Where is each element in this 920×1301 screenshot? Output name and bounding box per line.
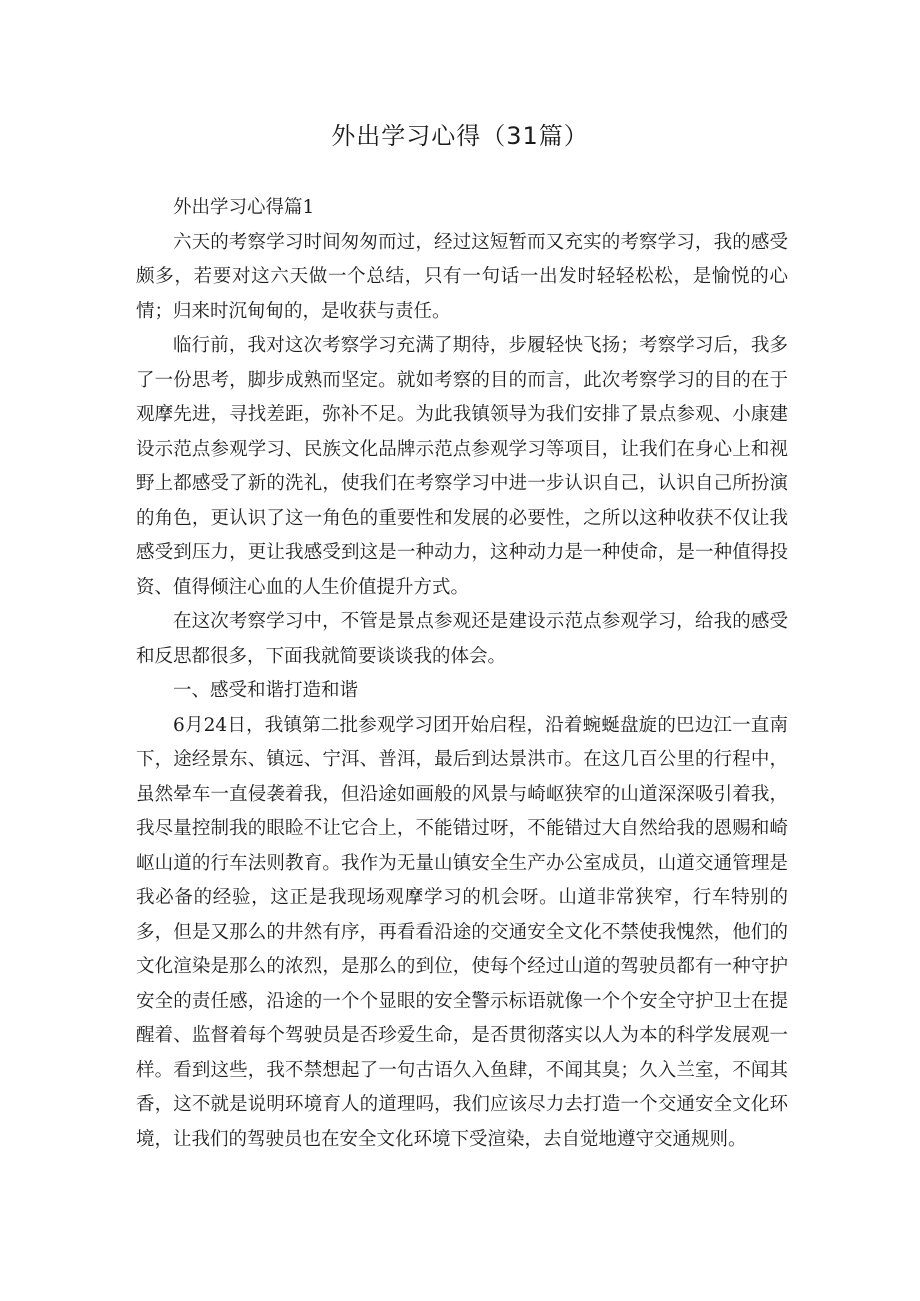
section-heading: 外出学习心得篇1 (173, 197, 315, 218)
paragraph: 6月24日，我镇第二批参观学习团开始启程，沿着蜿蜒盘旋的巴边江一直南下，途经景东、镇远、宁洱、普洱，最后到达景洪市。在这几百公里的行程中，虽然晕车一直侵袭着我，但沿途如画般的风景与崎岖狭窄的山道深深吸引着我，我尽量控制我的眼睑不让它合上，不能错过呀，不能错过大自然给我的恩赐和崎岖山道的行车法则教育。我作为无量山镇安全生产办公室成员，山道交通管理是我必备的经验，这正是我现场观摩学习的机会呀。山道非常狭窄，行车特别的多，但是又那么的井然有序，再看看沿途的交通安全文化不禁使我愧然，他们的文化渲染是那么的浓烈，是那么的到位，使每个经过山道的驾驶员都有一种守护安全的责任感，沿途的一个个显眼的安全警示标语就像一个个安全守护卫士在提醒着、监督着每个驾驶员是否珍爱生命，是否贯彻落实以人为本的科学发展观一样。看到这些，我不禁想起了一句古语久入鱼肆，不闻其臭；久入兰室，不闻其香，这不就是说明环境育人的道理吗，我们应该尽力去打造一个交通安全文化环境，让我们的驾驶员也在安全文化环境下受渲染，去自觉地遵守交通规则。 (136, 714, 788, 1150)
paragraph: 在这次考察学习中，不管是景点参观还是建设示范点参观学习，给我的感受和反思都很多，下面我就简要谈谈我的体会。 (136, 611, 788, 667)
paragraph: 六天的考察学习时间匆匆而过，经过这短暂而又充实的考察学习，我的感受颇多，若要对这六天做一个总结，只有一句话一出发时轻轻松松，是愉悦的心情；归来时沉甸甸的，是收获与责任。 (136, 231, 788, 322)
paragraph: 临行前，我对这次考察学习充满了期待，步履轻快飞扬；考察学习后，我多了一份思考，脚步成熟而坚定。就如考察的目的而言，此次考察学习的目的在于观摩先进，寻找差距，弥补不足。为此我镇领导为我们安排了景点参观、小康建设示范点参观学习、民族文化品牌示范点参观学习等项目，让我们在身心上和视野上都感受了新的洗礼，使我们在考察学习中进一步认识自己，认识自己所扮演的角色，更认识了这一角色的重要性和发展的必要性，之所以这种收获不仅让我感受到压力，更让我感受到这是一种动力，这种动力是一种使命，是一种值得投资、值得倾注心血的人生价值提升方式。 (136, 335, 788, 598)
document-body (136, 191, 788, 1157)
document-title: 外出学习心得（31篇） (331, 122, 589, 150)
subsection-heading: 一、感受和谐打造和谐 (173, 680, 359, 701)
